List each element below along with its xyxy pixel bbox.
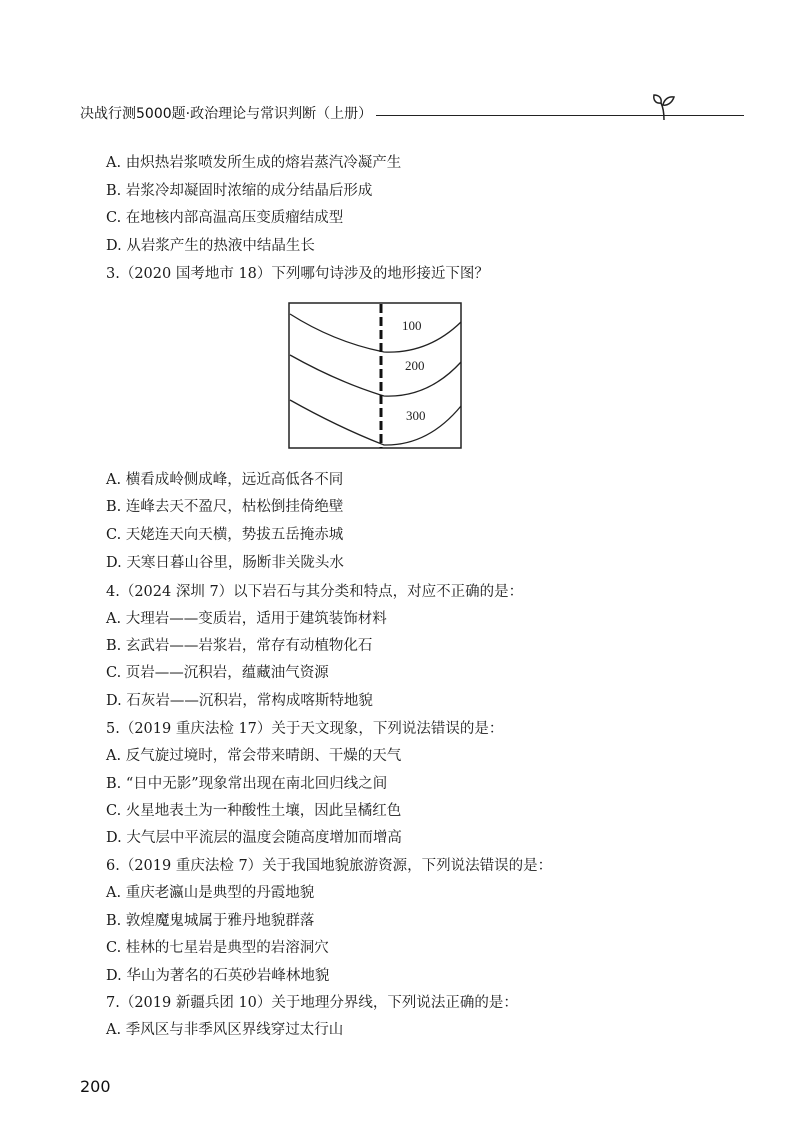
option-line: B. 玄武岩——岩浆岩，常存有动植物化石 [106, 638, 373, 654]
option-line: C. 页岩——沉积岩，蕴藏油气资源 [106, 665, 329, 681]
contour-line-200 [290, 355, 461, 396]
page-number: 200 [80, 1077, 111, 1096]
option-line: D. 大气层中平流层的温度会随高度增加而增高 [106, 830, 402, 846]
option-line: B. 岩浆冷却凝固时浓缩的成分结晶后形成 [106, 183, 373, 199]
option-line: B. “日中无影”现象常出现在南北回归线之间 [106, 776, 388, 792]
option-line: A. 重庆老瀛山是典型的丹霞地貌 [106, 885, 315, 901]
option-line: D. 华山为著名的石英砂岩峰林地貌 [106, 968, 330, 984]
contour-line-100 [290, 314, 461, 352]
option-line: C. 在地核内部高温高压变质瘤结成型 [106, 210, 344, 226]
option-line: A. 季风区与非季风区界线穿过太行山 [106, 1022, 344, 1038]
option-line: A. 横看成岭侧成峰，远近高低各不同 [106, 472, 344, 488]
option-line: A. 由炽热岩浆喷发所生成的熔岩蒸汽冷凝产生 [106, 155, 402, 171]
question-stem: 3.（2020 国考地市 18）下列哪句诗涉及的地形接近下图？ [106, 266, 489, 282]
question-stem: 4.（2024 深圳 7）以下岩石与其分类和特点，对应不正确的是： [106, 584, 524, 600]
header-rule [376, 115, 744, 116]
contour-label: 200 [405, 358, 425, 373]
option-line: C. 火星地表土为一种酸性土壤，因此呈橘红色 [106, 803, 402, 819]
question-stem: 5.（2019 重庆法检 17）关于天文现象，下列说法错误的是： [106, 721, 504, 737]
question-stem: 6.（2019 重庆法检 7）关于我国地貌旅游资源，下列说法错误的是： [106, 858, 553, 874]
sprout-icon [652, 92, 680, 122]
option-line: C. 天姥连天向天横，势拔五岳掩赤城 [106, 527, 344, 543]
option-line: A. 大理岩——变质岩，适用于建筑装饰材料 [106, 611, 387, 627]
running-header [80, 104, 680, 128]
option-line: A. 反气旋过境时，常会带来晴朗、干燥的天气 [106, 748, 402, 764]
contour-label: 100 [402, 318, 422, 333]
option-line: D. 从岩浆产生的热液中结晶生长 [106, 238, 315, 254]
header-title: 决战行测5000题·政治理论与常识判断（上册） [80, 106, 373, 122]
contour-line-300 [290, 400, 461, 445]
question-stem: 7.（2019 新疆兵团 10）关于地理分界线，下列说法正确的是： [106, 995, 518, 1011]
figure-frame [289, 303, 461, 448]
option-line: C. 桂林的七星岩是典型的岩溶洞穴 [106, 940, 329, 956]
contour-figure [288, 302, 463, 450]
option-line: D. 天寒日暮山谷里，肠断非关陇头水 [106, 555, 344, 571]
option-line: D. 石灰岩——沉积岩，常构成喀斯特地貌 [106, 693, 373, 709]
option-line: B. 敦煌魔鬼城属于雅丹地貌群落 [106, 913, 315, 929]
contour-label: 300 [406, 408, 426, 423]
option-line: B. 连峰去天不盈尺，枯松倒挂倚绝壁 [106, 499, 344, 515]
